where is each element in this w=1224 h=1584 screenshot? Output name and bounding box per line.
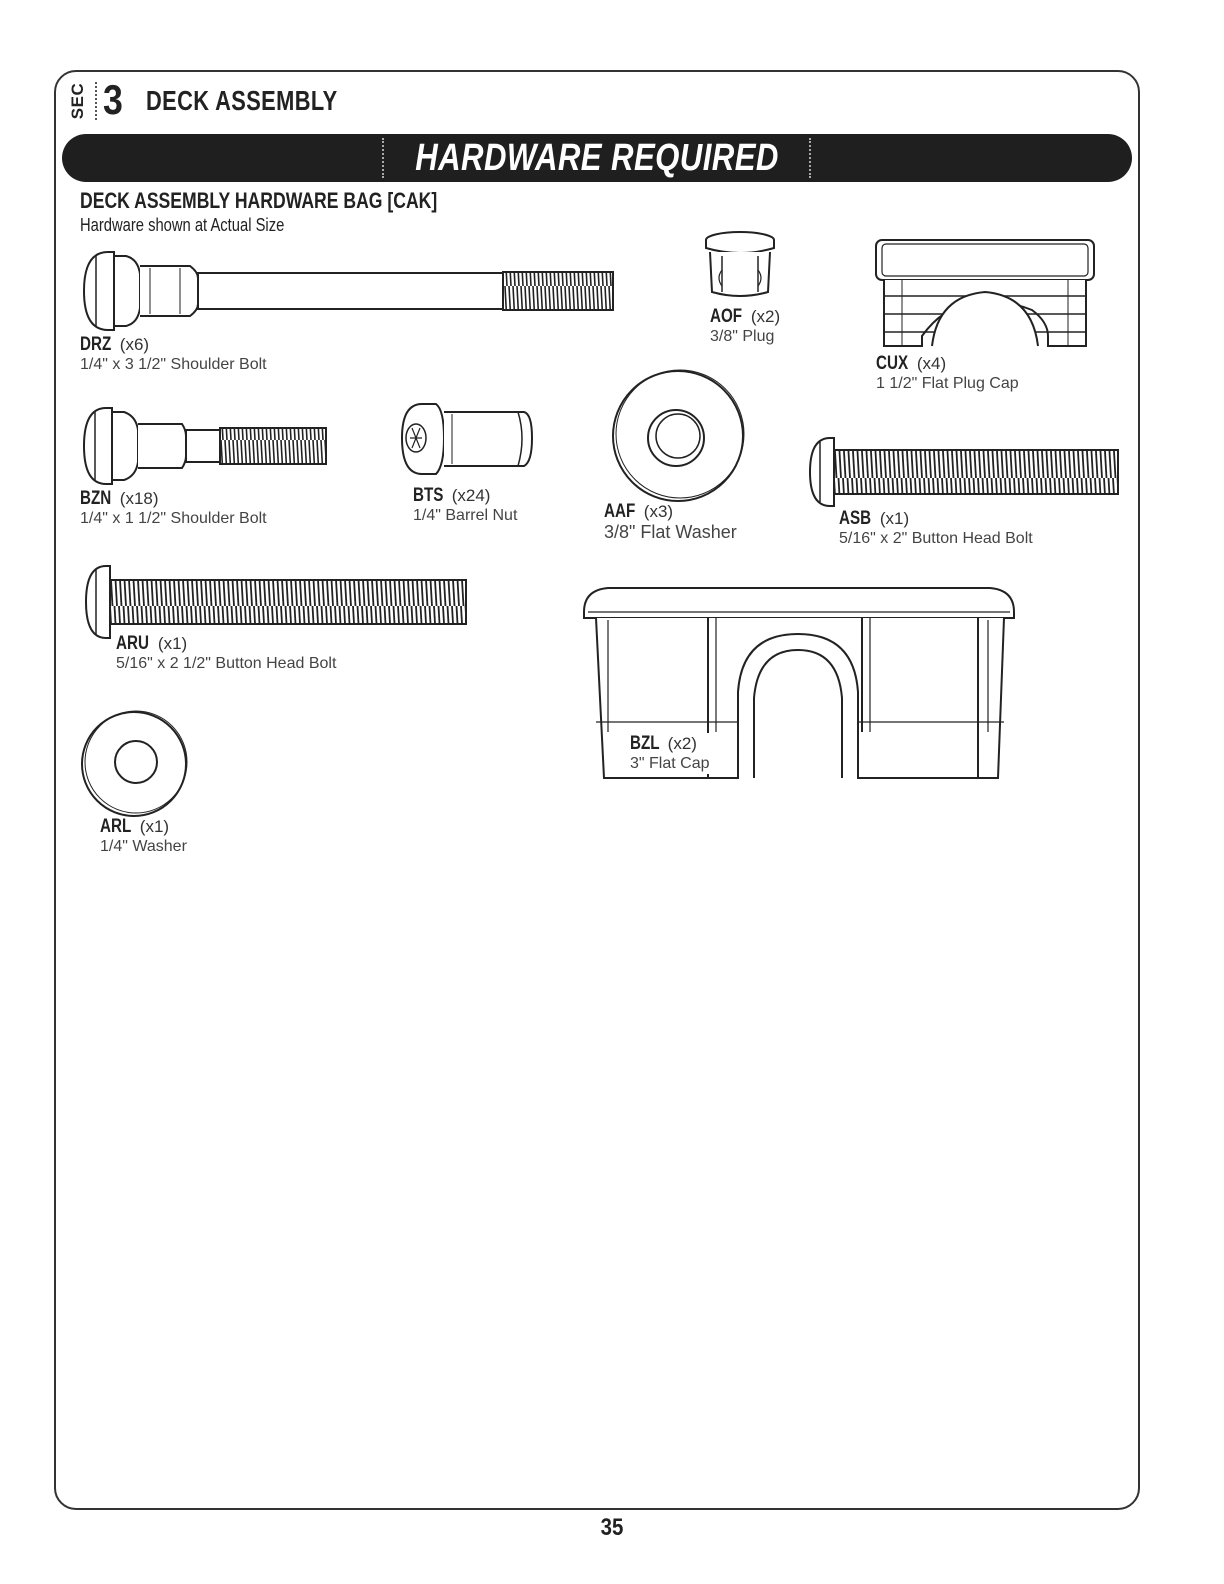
page-number: 35 [600,1514,624,1541]
part-qty: (x1) [139,817,170,836]
part-desc: 1 1/2" Flat Plug Cap [876,375,1019,392]
part-code: CUX [876,353,909,374]
part-desc: 3/8" Flat Washer [604,522,737,542]
part-label-aof [710,306,780,347]
part-desc: 5/16" x 2" Button Head Bolt [839,530,1033,547]
section-tag-label: SEC [68,82,88,120]
section-divider [95,82,97,120]
part-code: DRZ [80,334,112,355]
part-label-aaf [604,501,737,542]
button-head-bolt-long-icon [82,562,472,642]
flat-washer-icon [610,368,746,504]
section-tag [62,82,96,120]
part-qty: (x6) [119,335,150,354]
part-code: ARU [116,633,149,654]
part-label-cux [876,353,1019,394]
part-qty: (x24) [451,486,491,505]
part-qty: (x4) [916,354,947,373]
part-desc: 1/4" x 3 1/2" Shoulder Bolt [80,356,267,373]
barrel-nut-icon [400,400,536,478]
part-qty: (x2) [750,307,781,326]
part-code: BTS [413,485,444,506]
part-label-asb [839,508,1033,549]
plug-icon [700,230,780,300]
section-title: DECK ASSEMBLY [146,85,338,116]
part-code: ASB [839,508,872,529]
part-desc: 5/16" x 2 1/2" Button Head Bolt [116,655,337,672]
washer-icon [80,708,192,818]
shoulder-bolt-long-icon [80,248,620,334]
part-label-arl [100,816,187,857]
flat-plug-cap-icon [872,236,1098,352]
part-desc: 1/4" x 1 1/2" Shoulder Bolt [80,510,267,527]
shoulder-bolt-short-icon [80,404,330,488]
part-code: AOF [710,306,743,327]
part-desc: 3" Flat Cap [630,755,710,772]
bag-title: DECK ASSEMBLY HARDWARE BAG [CAK] [80,188,438,213]
part-label-aru [116,633,336,674]
part-qty: (x1) [157,634,188,653]
part-code: ARL [100,816,132,837]
hardware-banner [62,134,1132,182]
part-desc: 3/8" Plug [710,328,775,345]
part-label-bzl [630,733,714,774]
part-code: BZL [630,733,660,754]
part-label-drz [80,334,267,375]
part-qty: (x1) [879,509,910,528]
part-code: BZN [80,488,112,509]
part-desc: 1/4" Washer [100,838,187,855]
section-number: 3 [103,76,123,123]
bag-subtitle: Hardware shown at Actual Size [80,215,285,235]
part-code: AAF [604,501,636,522]
part-label-bzn [80,488,267,529]
part-qty: (x2) [667,734,697,753]
part-desc: 1/4" Barrel Nut [413,507,518,524]
part-qty: (x3) [643,502,674,521]
banner-title: HARDWARE REQUIRED [415,137,779,179]
part-qty: (x18) [119,489,159,508]
part-label-bts [413,485,517,526]
button-head-bolt-short-icon [806,434,1122,512]
